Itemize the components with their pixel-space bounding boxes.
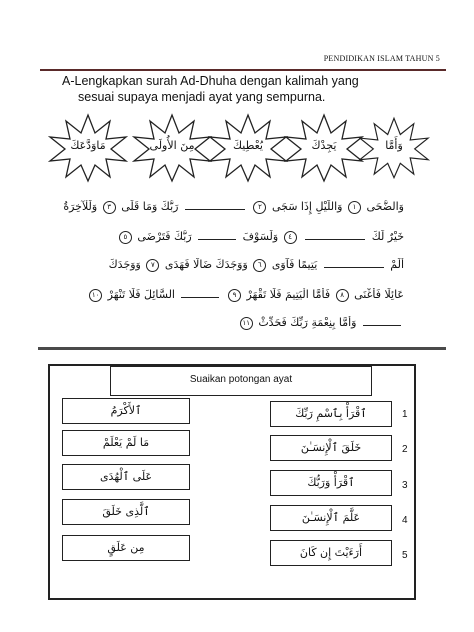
match-left-text: مِن عَلَقٍ	[107, 541, 145, 554]
surah-text: عَائِلًا فَأَغْنَى	[354, 288, 404, 301]
surah-line-3	[58, 258, 404, 280]
ayah-number: ٦	[253, 259, 266, 272]
surah-line-5	[58, 316, 404, 338]
surah-line-2	[58, 230, 404, 252]
surah-text: رَبُّكَ فَتَرْضَى	[137, 230, 192, 243]
word-bank-item-5: وَأَمَّا	[385, 139, 403, 152]
ayah-number: ١	[348, 201, 361, 214]
word-burst-4	[284, 113, 364, 183]
word-bank-item-1: مَاوَدَّعَكَ	[70, 139, 106, 152]
answer-blank[interactable]	[363, 316, 401, 326]
surah-text: وَالضُّحَى	[366, 200, 404, 213]
section-title-scroll	[110, 366, 372, 396]
surah-text: أَلَمْ	[390, 258, 404, 271]
match-left-4[interactable]	[62, 499, 190, 525]
instruction-line-1: A-Lengkapkan surah Ad-Dhuha dengan kalimah yang	[62, 74, 359, 88]
match-right-text: ٱقْرَأْ وَرَبُّكَ	[307, 476, 355, 489]
surah-line-4	[58, 288, 404, 310]
word-bank-item-4: يَجِدْكَ	[311, 139, 337, 152]
answer-blank[interactable]	[181, 288, 219, 298]
ayah-number: ٣	[103, 201, 116, 214]
answer-blank[interactable]	[198, 230, 236, 240]
surah-text: وَلَسَوْفَ	[242, 230, 279, 243]
section-divider	[38, 347, 446, 350]
item-number-1: 1	[402, 409, 408, 420]
word-bank-item-3: يُعْطِيكَ	[233, 139, 263, 152]
ayah-number: ٨	[336, 289, 349, 302]
page-header-title: PENDIDIKAN ISLAM TAHUN 5	[323, 54, 440, 63]
item-number-2: 2	[402, 444, 408, 455]
word-burst-3	[208, 113, 288, 183]
match-left-3[interactable]	[62, 464, 190, 490]
item-number-4: 4	[402, 515, 408, 526]
surah-text: السَّائِلَ فَلَا تَنْهَرْ	[107, 288, 175, 301]
match-left-text: مَا لَمْ يَعْلَمْ	[102, 436, 150, 449]
ayah-number: ٩	[228, 289, 241, 302]
match-right-1[interactable]	[270, 401, 392, 427]
word-burst-1	[48, 113, 128, 183]
answer-blank[interactable]	[185, 200, 245, 210]
ayah-number: ٥	[119, 231, 132, 244]
surah-text: وَوَجَدَكَ ضَالًّا فَهَدَى	[164, 258, 248, 271]
instruction-line-2: sesuai supaya menjadi ayat yang sempurna.	[78, 90, 326, 104]
match-left-text: عَلَى ٱلْهُدَى	[99, 470, 153, 483]
surah-text: يَتِيمًا فَآوَى	[271, 258, 318, 271]
match-left-2[interactable]	[62, 430, 190, 456]
match-left-5[interactable]	[62, 535, 190, 561]
match-left-1[interactable]	[62, 398, 190, 424]
match-right-3[interactable]	[270, 470, 392, 496]
match-left-text: ٱلأَكْرَمُ	[110, 404, 142, 417]
surah-text: رَبُّكَ وَمَا قَلَى	[121, 200, 179, 213]
word-burst-2	[132, 113, 212, 183]
word-burst-5	[358, 113, 430, 183]
match-right-text: أَرَءَيْتَ إِن كَانَ	[299, 546, 363, 559]
ayah-number: ١٠	[89, 289, 102, 302]
match-right-text: ٱقْرَأْ بِٱسْمِ رَبِّكَ	[295, 407, 367, 420]
word-bank-item-2: مِنَ الأُولَى	[149, 139, 195, 152]
match-right-text: عَلَّمَ ٱلْإِنسَـٰنَ	[301, 511, 361, 524]
answer-blank[interactable]	[324, 258, 384, 268]
surah-line-1	[58, 200, 404, 222]
header-rule	[40, 69, 446, 71]
surah-text: وَأَمَّا بِنِعْمَةِ رَبِّكَ فَحَدِّثْ	[258, 316, 357, 329]
surah-text: وَاللَّيْلِ إِذَا سَجَى	[271, 200, 343, 213]
match-right-5[interactable]	[270, 540, 392, 566]
surah-text: خَيْرٌ لَكَ	[371, 230, 404, 243]
surah-text: فَأَمَّا الْيَتِيمَ فَلَا تَقْهَرْ	[246, 288, 331, 301]
surah-text: وَلَلْآخِرَةُ	[63, 200, 98, 213]
ayah-number: ١١	[240, 317, 253, 330]
section-title: Suaikan potongan ayat	[189, 374, 293, 385]
surah-text: وَوَجَدَكَ	[108, 258, 141, 271]
match-left-text: ٱلَّذِى خَلَقَ	[102, 505, 150, 518]
ayah-number: ٧	[146, 259, 159, 272]
ayah-number: ٢	[253, 201, 266, 214]
match-right-2[interactable]	[270, 435, 392, 461]
answer-blank[interactable]	[305, 230, 365, 240]
item-number-5: 5	[402, 550, 408, 561]
match-right-4[interactable]	[270, 505, 392, 531]
match-right-text: خَلَقَ ٱلْإِنسَـٰنَ	[300, 441, 362, 454]
item-number-3: 3	[402, 480, 408, 491]
ayah-number: ٤	[284, 231, 297, 244]
